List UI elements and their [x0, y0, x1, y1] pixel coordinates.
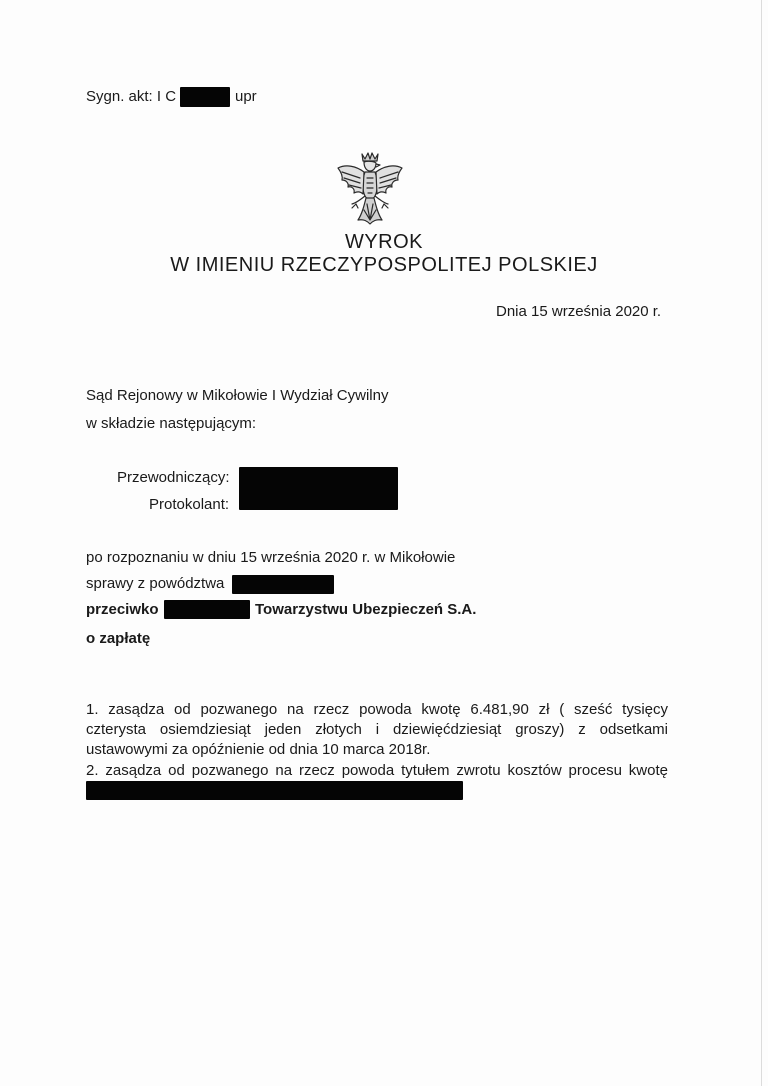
page-edge — [761, 0, 762, 1086]
title-republic: W IMIENIU RZECZYPOSPOLITEJ POLSKIEJ — [170, 254, 598, 276]
hearing-line: po rozpoznaniu w dniu 15 września 2020 r. w Mikołowie — [86, 549, 456, 566]
redaction-block-costs — [86, 781, 463, 800]
judgment-date: Dnia 15 września 2020 r. — [496, 303, 662, 320]
case-subject: o zapłatę — [86, 630, 151, 647]
defendant-name: Towarzystwu Ubezpieczeń S.A. — [255, 601, 477, 618]
redaction-block-plaintiff — [232, 575, 334, 594]
chair-label: Przewodniczący: — [117, 469, 230, 486]
court-composition-intro: w składzie następującym: — [86, 415, 257, 432]
redaction-block-signature — [180, 87, 230, 107]
redaction-block-composition — [239, 467, 398, 510]
ruling-point2-line1: 2. zasądza od pozwanego na rzecz powoda tytułem zwrotu kosztów procesu kwotę — [86, 762, 668, 779]
against-label: przeciwko — [86, 601, 159, 618]
case-signature-prefix: Sygn. akt: I C — [86, 88, 177, 105]
clerk-label: Protokolant: — [149, 496, 230, 513]
ruling-point1-line1: 1. zasądza od pozwanego na rzecz powoda kwotę 6.481,90 zł ( sześć tysięcy — [86, 701, 668, 718]
title-wyrok: WYROK — [344, 231, 424, 253]
polish-eagle-emblem-icon — [334, 148, 406, 226]
court-name: Sąd Rejonowy w Mikołowie I Wydział Cywilny — [86, 387, 389, 404]
ruling-point1-line2: czterysta osiemdziesiąt jeden złotych i dziewięćdziesiąt groszy) z odsetkami — [86, 721, 668, 738]
plaintiff-prefix: sprawy z powództwa — [86, 575, 225, 592]
ruling-point1-line3: ustawowymi za opóźnienie od dnia 10 marca 2018r. — [86, 741, 431, 758]
case-signature-suffix: upr — [235, 88, 257, 105]
redaction-block-defendant — [164, 600, 250, 619]
